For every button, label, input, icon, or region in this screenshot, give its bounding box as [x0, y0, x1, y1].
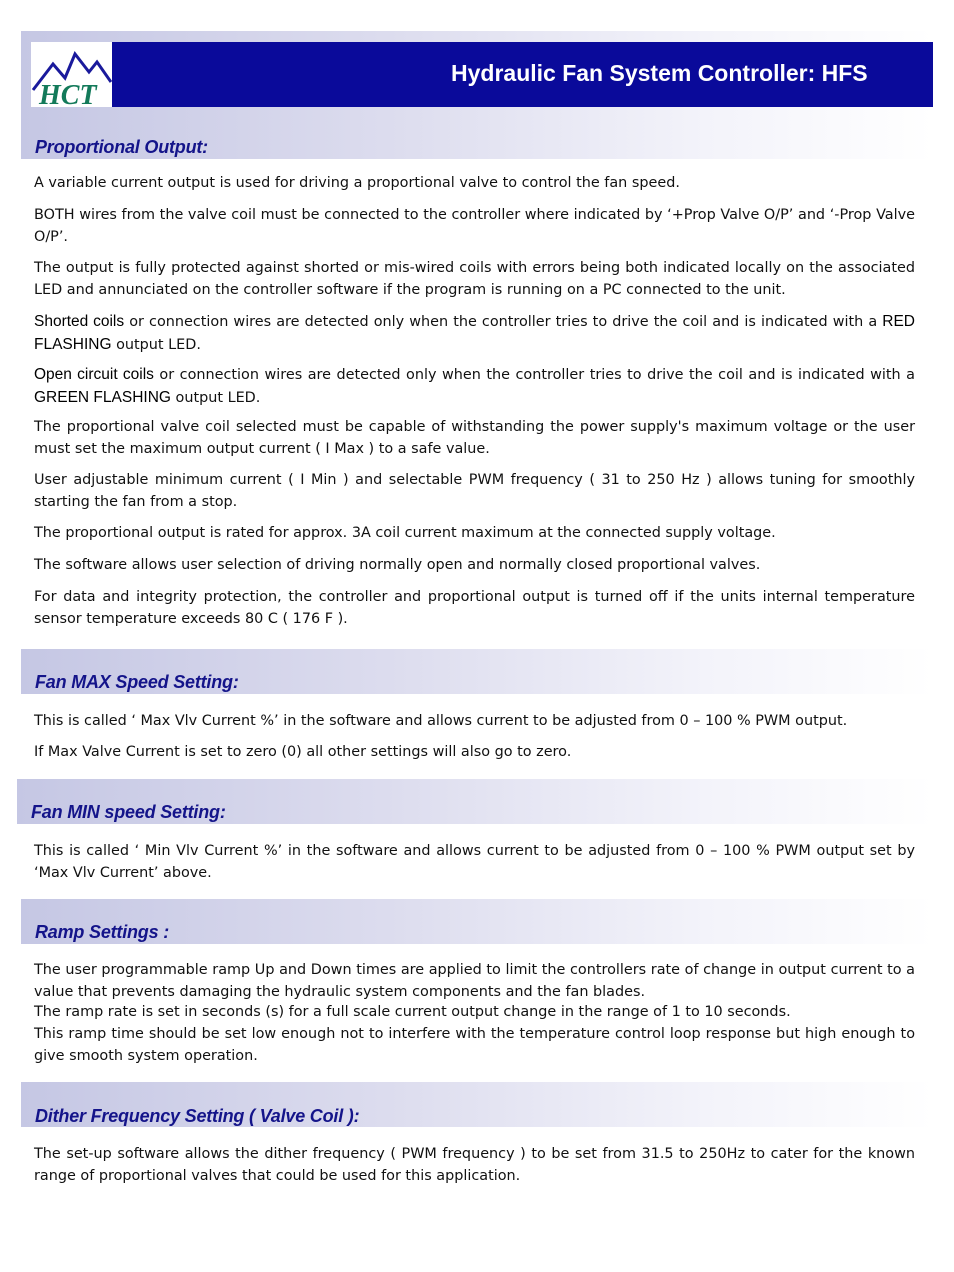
section-heading-min-speed: Fan MIN speed Setting: — [31, 802, 226, 822]
paragraph: For data and integrity protection, the controller and proportional output is turned off if the units internal temperature sensor temperature exceeds 80 C ( 176 F ). — [34, 589, 915, 627]
paragraph: The ramp rate is set in seconds (s) for a full scale current output change in the range of 1 to 10 seconds. — [34, 1004, 791, 1020]
paragraph: The user programmable ramp Up and Down times are applied to limit the controllers rate of change in output current to a value that prevents damaging the hydraulic system components and the fan blades. — [34, 962, 915, 1000]
hct-logo — [31, 42, 112, 107]
page-title: Hydraulic Fan System Controller: HFS — [451, 60, 868, 86]
text-run: output LED. — [111, 336, 201, 353]
mountain-logo-icon — [31, 42, 112, 107]
paragraph: This is called ‘ Max Vlv Current %’ in the software and allows current to be adjusted from 0 – 100 % PWM output. — [34, 713, 848, 729]
paragraph: BOTH wires from the valve coil must be connected to the controller where indicated by ‘+Prop Valve O/P’ and ‘-Prop Valve O/P’. — [34, 207, 915, 245]
section-heading-ramp: Ramp Settings : — [35, 922, 170, 942]
keyword: GREEN FLASHING — [34, 388, 171, 406]
text-run: or connection wires are detected only when the controller tries to drive the coil and is indicated with a — [124, 314, 883, 330]
logo-text: HCT — [39, 80, 97, 107]
paragraph: This is called ‘ Min Vlv Current %’ in the software and allows current to be adjusted from 0 – 100 % PWM output set by ‘Max Vlv Current’ above. — [34, 843, 915, 881]
section-heading-max-speed: Fan MAX Speed Setting: — [35, 672, 239, 692]
paragraph: User adjustable minimum current ( I Min ) and selectable PWM frequency ( 31 to 250 Hz ) allows tuning for smoothly starting the fan from a stop. — [34, 472, 915, 510]
paragraph: A variable current output is used for driving a proportional valve to control the fan speed. — [34, 175, 680, 191]
keyword: Open circuit coils — [34, 366, 154, 383]
text-run: output LED. — [170, 389, 261, 406]
paragraph: The output is fully protected against shorted or mis-wired coils with errors being both indicated locally on the associated LED and annunciated on the controller software if the program is running on a PC connected to the unit. — [34, 260, 915, 298]
keyword: RED FLASHING — [34, 313, 915, 353]
paragraph: If Max Valve Current is set to zero (0) all other settings will also go to zero. — [34, 744, 572, 760]
paragraph: The software allows user selection of driving normally open and normally closed proportional valves. — [34, 557, 761, 573]
paragraph: The set-up software allows the dither frequency ( PWM frequency ) to be set from 31.5 to 250Hz to cater for the known range of proportional valves that could be used for this application. — [34, 1146, 915, 1184]
paragraph: The proportional output is rated for approx. 3A coil current maximum at the connected supply voltage. — [34, 525, 776, 541]
paragraph — [34, 311, 915, 356]
paragraph: This ramp time should be set low enough not to interfere with the temperature control loop response but high enough to give smooth system operation. — [34, 1026, 915, 1064]
paragraph: The proportional valve coil selected must be capable of withstanding the power supply's maximum voltage or the user must set the maximum output current ( I Max ) to a safe value. — [34, 419, 915, 457]
section-heading-dither: Dither Frequency Setting ( Valve Coil ): — [35, 1106, 360, 1126]
section-heading-proportional: Proportional Output: — [35, 137, 208, 157]
text-run: or connection wires are detected only when the controller tries to drive the coil and is indicated with a — [153, 367, 915, 383]
paragraph — [34, 364, 915, 409]
keyword: Shorted coils — [34, 313, 125, 330]
